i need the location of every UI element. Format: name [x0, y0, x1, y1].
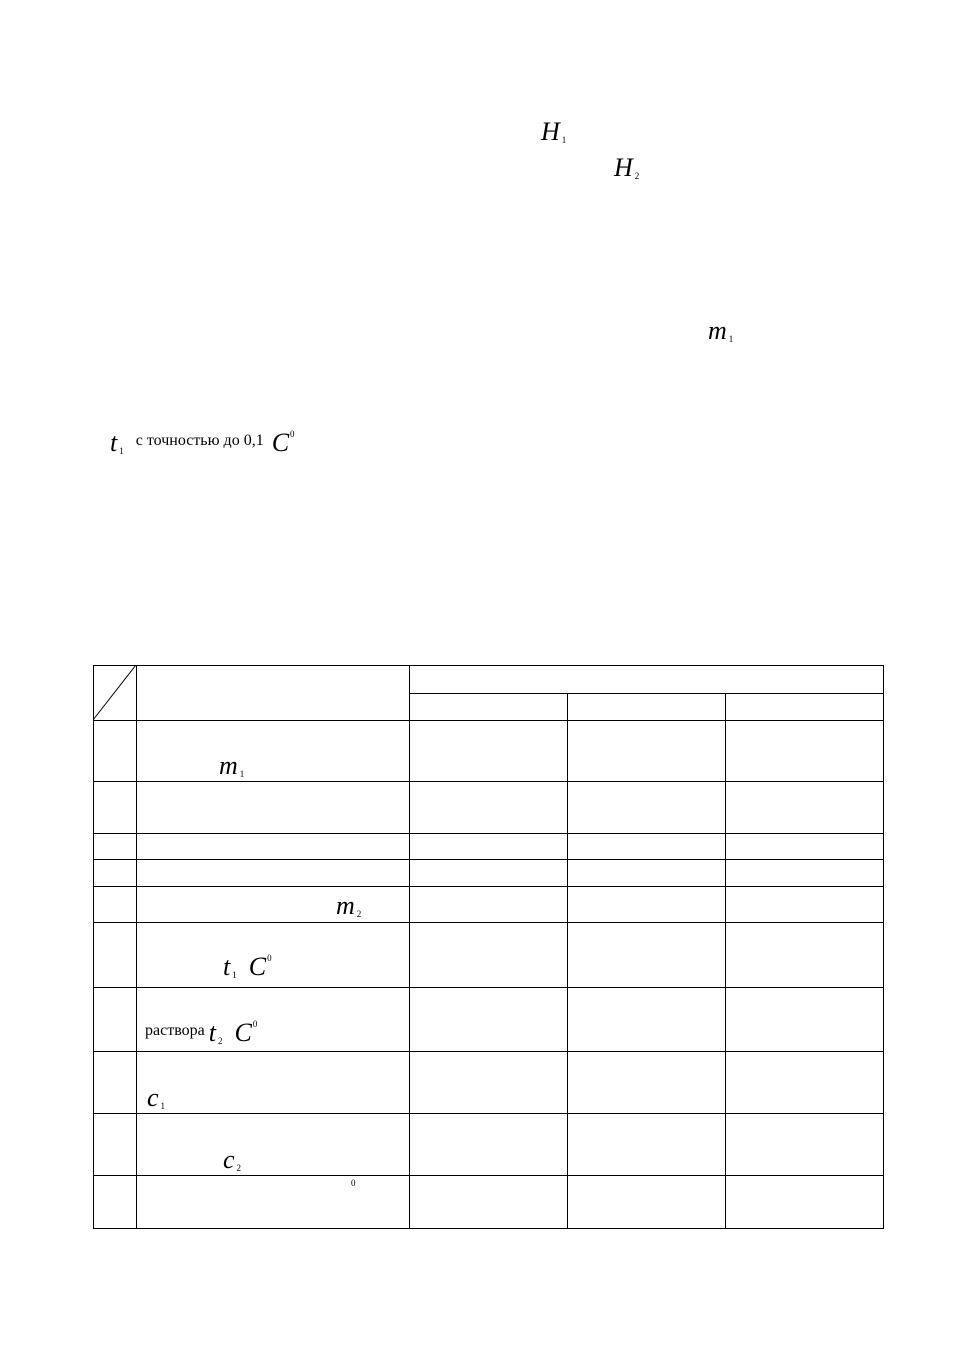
row-6-index: 1 — [232, 970, 237, 980]
row-5-formula — [336, 891, 361, 921]
formula-t1-precision — [110, 428, 295, 458]
header-subline — [409, 693, 884, 694]
row-line — [93, 833, 884, 834]
row-line — [93, 1175, 884, 1176]
row-7-formula — [145, 1018, 257, 1048]
unit-c-sup: 0 — [290, 429, 295, 439]
row-6-unit: C — [248, 952, 267, 981]
row-9-symbol: c — [223, 1145, 235, 1174]
row-8-index: 1 — [160, 1101, 166, 1111]
m1-index: 1 — [728, 334, 734, 344]
col-line-1 — [136, 665, 137, 1229]
row-9-formula — [223, 1145, 241, 1175]
row-6-unit-sup: 0 — [267, 953, 272, 963]
col-line-4 — [725, 693, 726, 1229]
t1-index: 1 — [119, 446, 124, 456]
row-9-index: 2 — [236, 1163, 242, 1173]
row-8-symbol: c — [147, 1083, 159, 1112]
row-5-symbol: m — [336, 891, 355, 920]
precision-text: с точностью до 0,1 — [135, 432, 264, 449]
row-8-formula — [147, 1083, 165, 1113]
row-10-sup-text: 0 — [351, 1178, 356, 1188]
unit-c: C — [271, 428, 290, 457]
m1-symbol: m — [708, 316, 727, 345]
h1-index: 1 — [561, 135, 567, 145]
row-line — [93, 720, 884, 721]
formula-m1 — [708, 316, 733, 346]
row-1-symbol: m — [219, 751, 238, 780]
table-border-bottom — [93, 1228, 884, 1229]
row-line — [93, 1113, 884, 1114]
row-7-prefix: раствора — [145, 1022, 205, 1039]
h2-symbol: H — [614, 153, 633, 182]
table-border-right — [883, 665, 884, 1229]
formula-h2 — [614, 153, 639, 183]
results-table — [93, 665, 884, 1229]
row-7-symbol: t — [208, 1018, 216, 1047]
table-border-left — [93, 665, 94, 1229]
col-line-2 — [409, 665, 410, 1229]
h2-index: 2 — [634, 171, 640, 181]
row-line — [93, 987, 884, 988]
row-line — [93, 922, 884, 923]
row-7-unit-sup: 0 — [252, 1019, 258, 1029]
row-line — [93, 1051, 884, 1052]
formula-h1 — [541, 117, 566, 147]
row-7-index: 2 — [217, 1036, 223, 1046]
row-7-unit: C — [234, 1018, 252, 1047]
h1-symbol: H — [541, 117, 560, 146]
row-line — [93, 886, 884, 887]
row-6-formula — [223, 952, 272, 982]
row-line — [93, 781, 884, 782]
row-10-sup — [351, 1178, 356, 1188]
row-5-index: 2 — [356, 909, 362, 919]
t1-symbol: t — [110, 428, 118, 457]
table-border-top — [93, 665, 884, 666]
row-1-formula — [219, 751, 244, 781]
header-diagonal — [93, 665, 137, 721]
col-line-3 — [567, 693, 568, 1229]
row-line — [93, 859, 884, 860]
row-6-symbol: t — [223, 952, 231, 981]
row-1-index: 1 — [239, 769, 245, 779]
